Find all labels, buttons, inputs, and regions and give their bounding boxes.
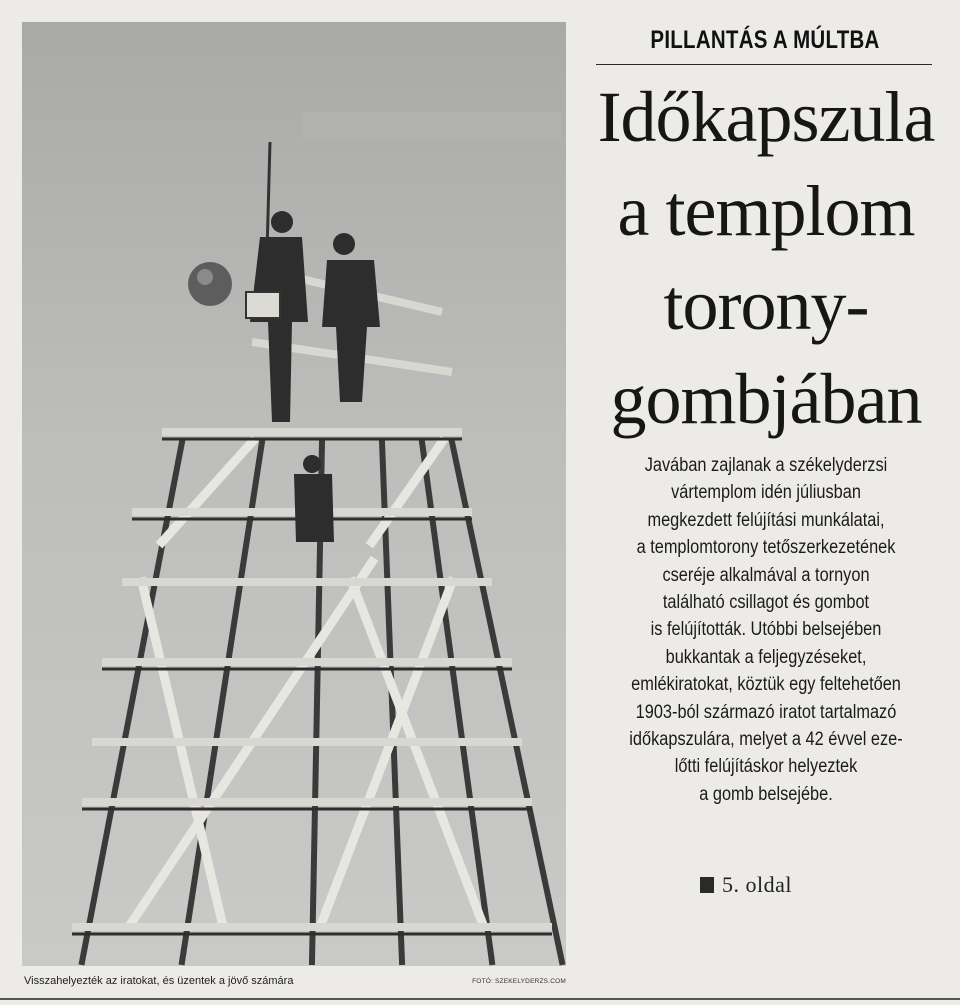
headline-line: torony-: [663, 265, 869, 345]
headline-line: gombjában: [610, 359, 922, 439]
lead-line: a templomtorony tetőszerkezetének: [636, 537, 896, 559]
page-reference-text: 5. oldal: [722, 872, 792, 897]
lead-line: vártemplom idén júliusban: [671, 482, 861, 504]
headline-line: Időkapszula: [597, 77, 935, 157]
lead-line: lőtti felújításkor helyeztek: [674, 756, 858, 778]
article-lead: [578, 452, 954, 808]
lead-line: bukkantak a feljegyzéseket,: [665, 646, 867, 668]
photo-credit: FOTÓ: SZEKELYDERZS.COM: [472, 978, 566, 985]
lead-line: Javában zajlanak a székelyderzsi: [644, 455, 888, 476]
lead-line: található csillagot és gombot: [662, 592, 870, 614]
lead-line: 1903-ból származó iratot tartalmazó: [635, 701, 897, 723]
scaffolding-tower-image: [22, 22, 566, 966]
tower-photo: [22, 22, 566, 966]
lead-line: időkapszulára, melyet a 42 évvel eze-: [629, 729, 903, 751]
bottom-divider: [0, 998, 960, 1000]
lead-line: megkezdett felújítási munkálatai,: [647, 509, 885, 531]
headline-line: a templom: [617, 171, 915, 251]
photo-caption: Visszahelyezték az iratokat, és üzentek a jövő számára: [24, 975, 294, 987]
photo-caption-bar: [22, 972, 566, 990]
bullet-square-icon: [700, 877, 714, 893]
page-reference: [700, 872, 840, 898]
kicker-divider: [596, 64, 932, 65]
lead-line: a gomb belsejébe.: [699, 783, 833, 805]
lead-line: cseréje alkalmával a tornyon: [662, 564, 870, 586]
lead-line: is felújították. Utóbbi belsejében: [650, 619, 882, 641]
lead-line: emlékiratokat, köztük egy feltehetően: [631, 674, 901, 696]
article-headline: [588, 70, 944, 446]
section-kicker: PILLANTÁS A MÚLTBA: [650, 26, 880, 54]
